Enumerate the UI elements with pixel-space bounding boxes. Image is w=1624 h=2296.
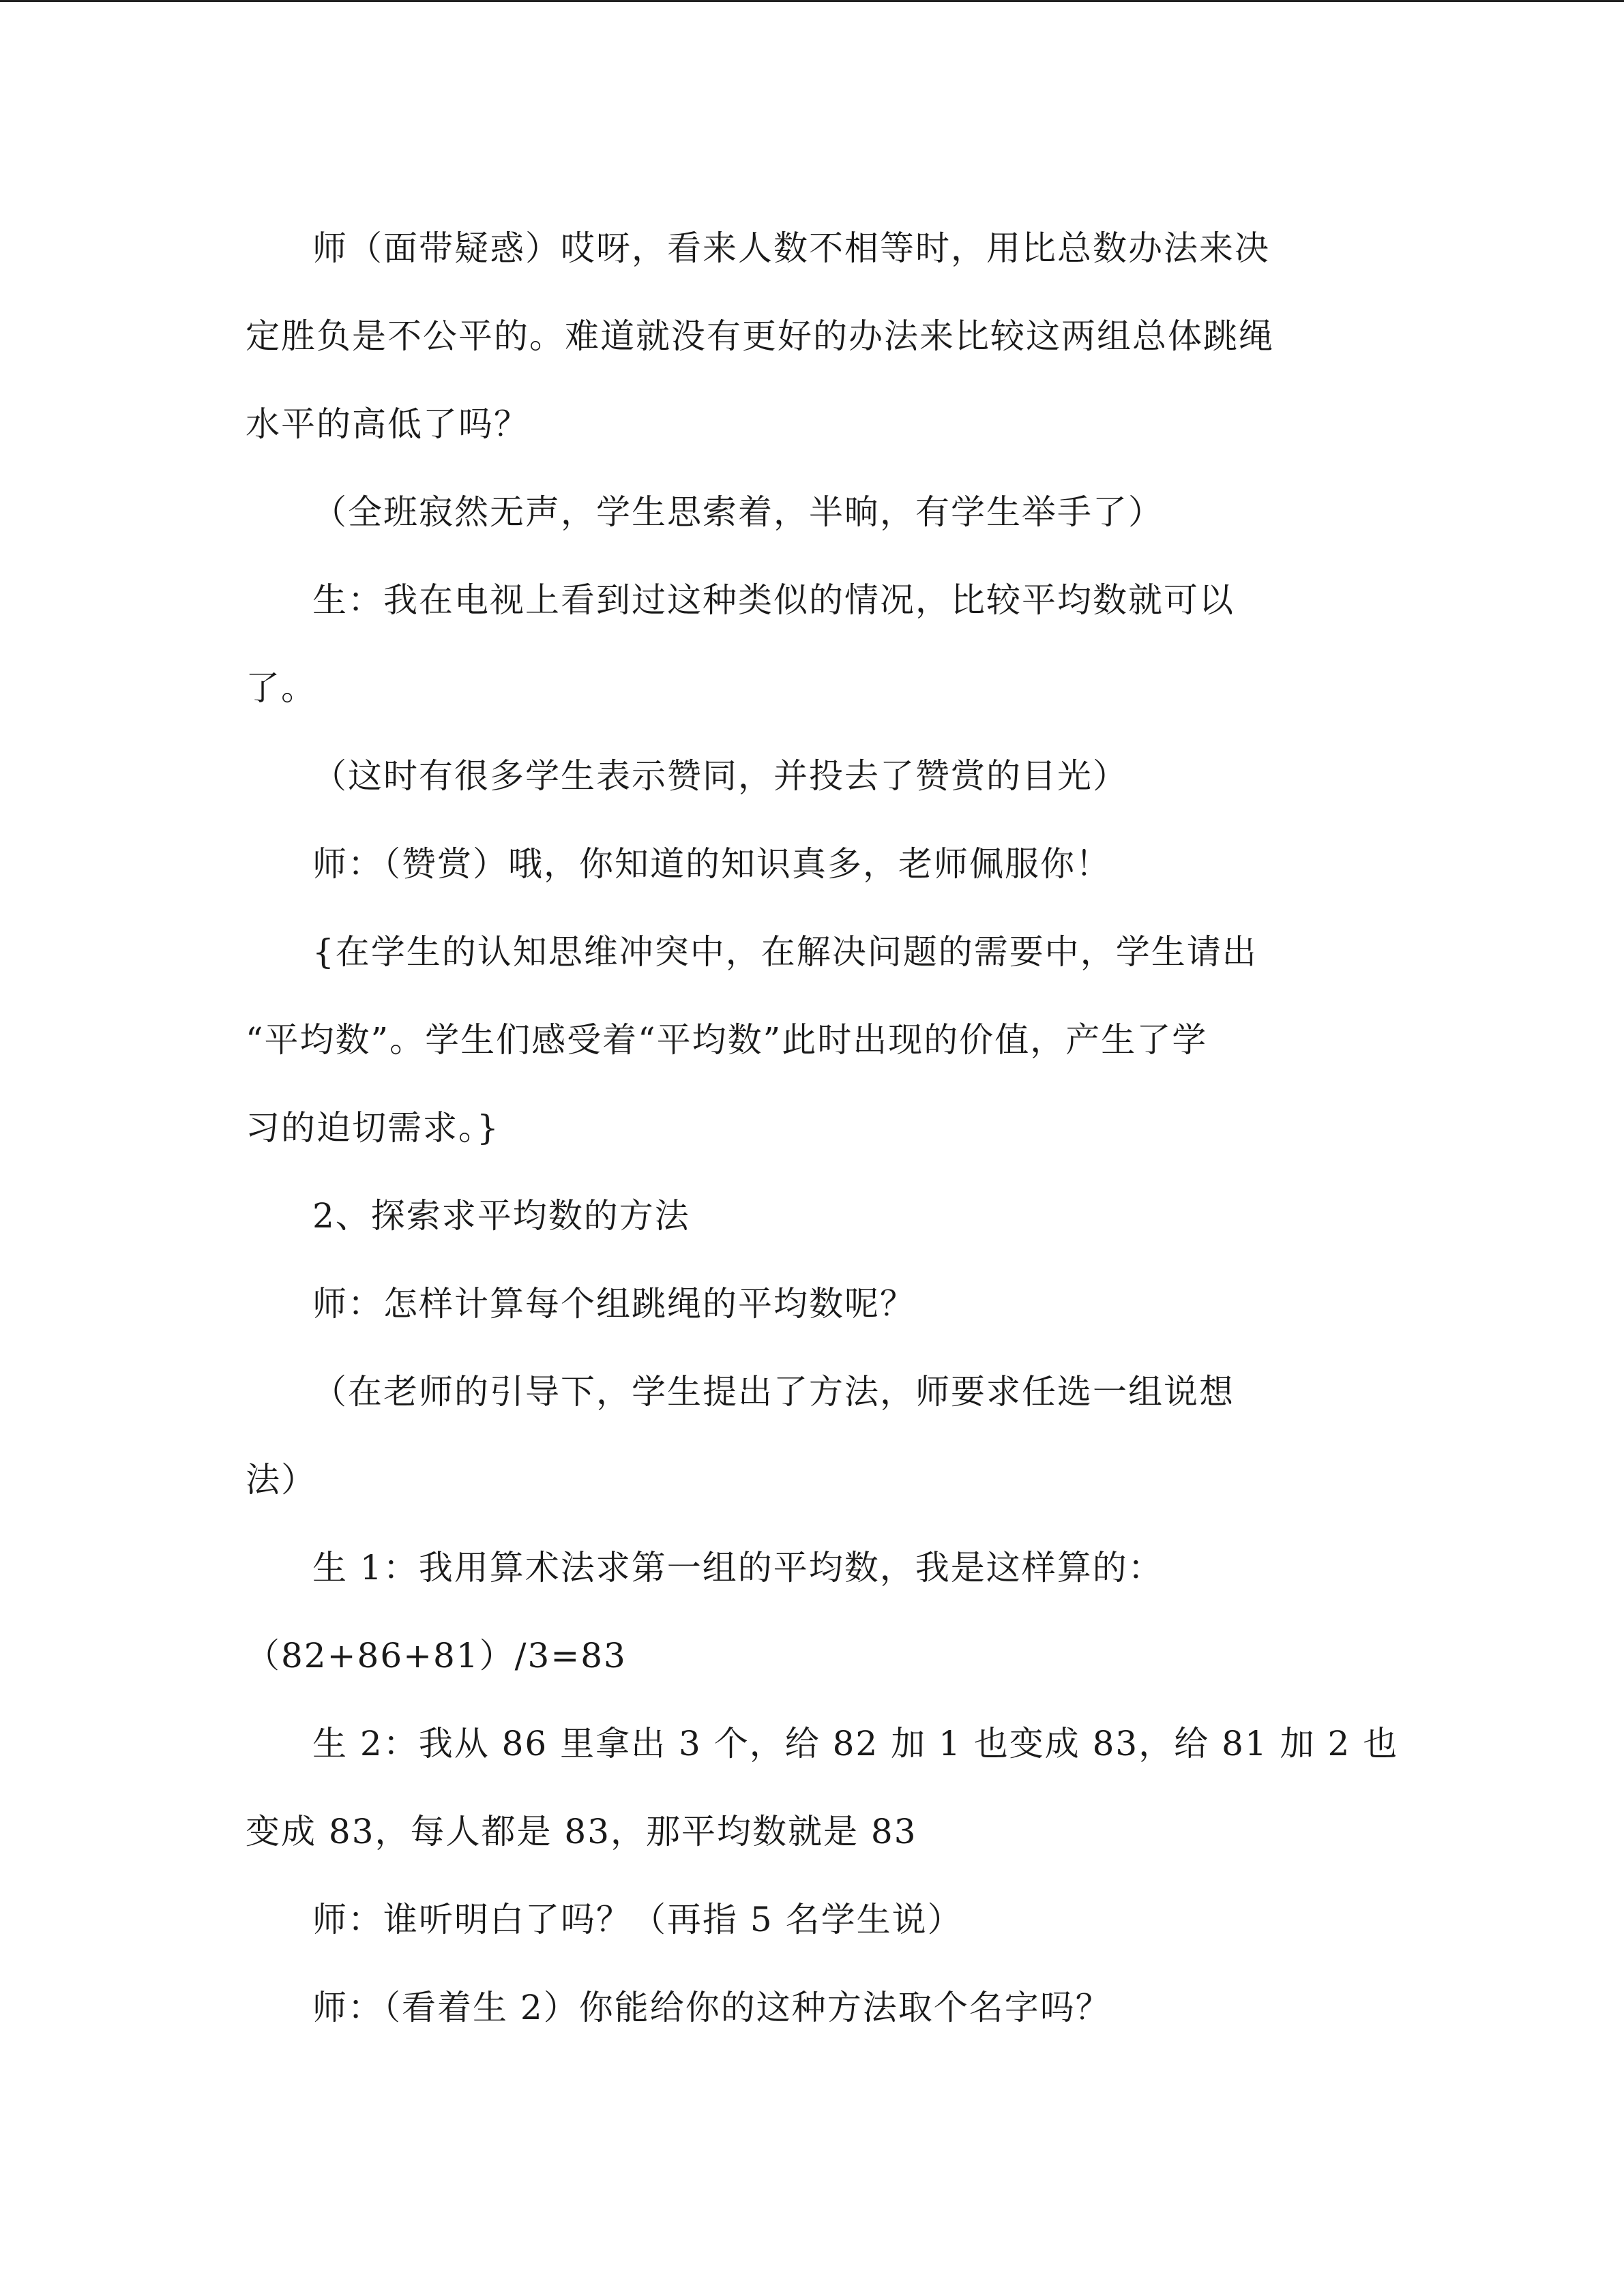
paragraph-line: 2、探索求平均数的方法 bbox=[312, 1196, 690, 1236]
paragraph-line: 师：（看着生 2）你能给你的这种方法取个名字吗？ bbox=[312, 1988, 1111, 2027]
paragraph-guided-method bbox=[246, 1348, 1371, 1524]
paragraph-line: 定胜负是不公平的。难道就没有更好的办法来比较这两组总体跳绳 bbox=[246, 316, 1274, 356]
paragraph-line: “平均数”。学生们感受着“平均数”此时出现的价值，产生了学 bbox=[246, 1020, 1208, 1060]
paragraph-student-1 bbox=[246, 1524, 1371, 1700]
paragraph-teacher-praise bbox=[246, 820, 1371, 908]
paragraph-line: 生 1：我用算术法求第一组的平均数，我是这样算的： bbox=[312, 1548, 1164, 1587]
document-page bbox=[246, 205, 1399, 2052]
paragraph-line: 师：（赞赏）哦，你知道的知识真多，老师佩服你！ bbox=[312, 844, 1111, 884]
paragraph-line: 师（面带疑惑）哎呀，看来人数不相等时，用比总数办法来决 bbox=[312, 228, 1270, 268]
section-heading-explore-method bbox=[246, 1172, 1371, 1260]
paragraph-line: （82+86+81）/3=83 bbox=[246, 1636, 627, 1675]
paragraph-teacher-name-method bbox=[246, 1964, 1371, 2052]
paragraph-line: 法） bbox=[246, 1460, 316, 1500]
paragraph-line: （这时有很多学生表示赞同，并投去了赞赏的目光） bbox=[312, 756, 1128, 796]
paragraph-teacher-check bbox=[246, 1876, 1371, 1964]
paragraph-line: 水平的高低了吗？ bbox=[246, 404, 529, 444]
paragraph-line: （在老师的引导下，学生提出了方法，师要求任选一组说想 bbox=[312, 1372, 1235, 1412]
paragraph-student-average bbox=[246, 556, 1371, 732]
paragraph-line: 生 2：我从 86 里拿出 3 个，给 82 加 1 也变成 83，给 81 加 2 也 bbox=[312, 1724, 1399, 1763]
paragraph-line: 变成 83，每人都是 83，那平均数就是 83 bbox=[246, 1812, 917, 1851]
paragraph-line: （全班寂然无声，学生思索着，半晌，有学生举手了） bbox=[312, 492, 1164, 532]
paragraph-line: 了。 bbox=[246, 668, 316, 708]
paragraph-line: 生：我在电视上看到过这种类似的情况，比较平均数就可以 bbox=[312, 580, 1235, 620]
paragraph-students-agree bbox=[246, 732, 1371, 820]
paragraph-commentary bbox=[246, 908, 1371, 1172]
paragraph-student-2 bbox=[246, 1700, 1399, 1876]
paragraph-line: 师：谁听明白了吗？（再指 5 名学生说） bbox=[312, 1900, 963, 1939]
paragraph-line: 习的迫切需求。} bbox=[246, 1108, 500, 1148]
paragraph-teacher-doubt bbox=[246, 205, 1371, 468]
paragraph-class-silent bbox=[246, 468, 1371, 556]
paragraph-line: 师：怎样计算每个组跳绳的平均数呢？ bbox=[312, 1284, 915, 1324]
page-top-border bbox=[0, 0, 1624, 2]
paragraph-line: {在学生的认知思维冲突中，在解决问题的需要中，学生请出 bbox=[312, 932, 1258, 972]
paragraph-teacher-question bbox=[246, 1260, 1371, 1348]
